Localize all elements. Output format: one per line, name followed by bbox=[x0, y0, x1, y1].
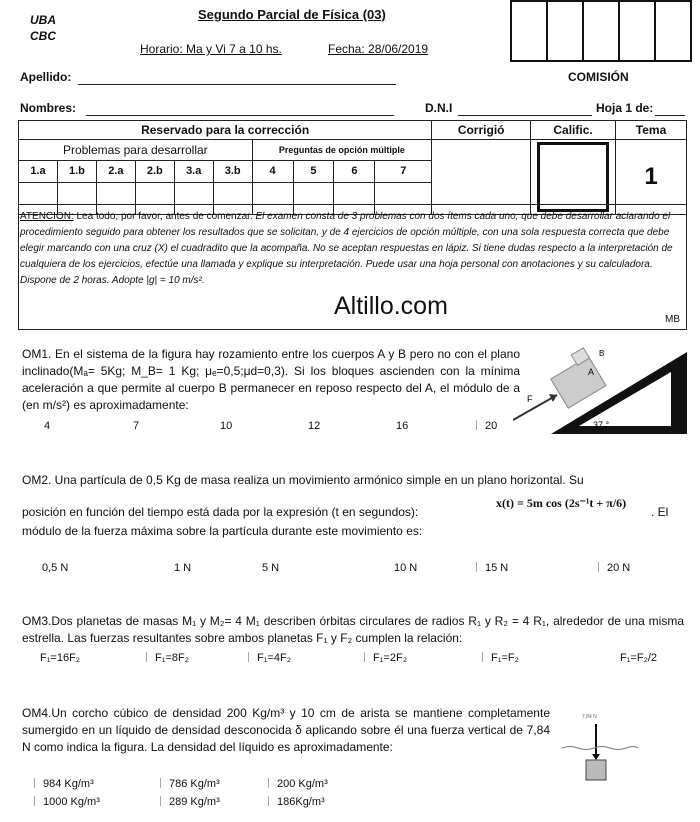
om4-option[interactable]: 786 Kg/m³ bbox=[160, 778, 220, 790]
exam-title: Segundo Parcial de Física (03) bbox=[198, 7, 386, 22]
watermark: Altillo.com bbox=[334, 292, 448, 320]
comision-label: COMISIÓN bbox=[568, 70, 629, 84]
institution-block bbox=[30, 12, 56, 44]
om1-option[interactable]: 12 bbox=[308, 420, 321, 432]
om4-text: OM4.Un corcho cúbico de densidad 200 Kg/m³ y 10 cm de arista se mantiene completamente sumergido en un líquido de densidad desconocida δ aplicando sobre él una fuerza vertical de 7,84 N como indica la figura. La densidad del líquido es aproximadamente: bbox=[22, 706, 550, 754]
om2-option[interactable]: 15 N bbox=[476, 562, 508, 574]
apellido-field[interactable] bbox=[78, 84, 396, 85]
calific-header: Calific. bbox=[531, 121, 616, 140]
om2-option[interactable]: 1 N bbox=[174, 562, 192, 574]
reserved-header: Reservado para la corrección bbox=[19, 121, 432, 140]
om2-text2: posición en función del tiempo está dada por la expresión (t en segundos): bbox=[22, 505, 419, 519]
notice-lead: Lea todo, por favor, antes de comenzar. bbox=[73, 211, 256, 222]
id-box[interactable] bbox=[618, 0, 656, 62]
om3-option[interactable]: F₁=16F₂ bbox=[40, 652, 81, 664]
col-2a: 2.a bbox=[96, 160, 135, 182]
tema-number: 1 bbox=[616, 140, 687, 215]
om2-option[interactable]: 0,5 N bbox=[42, 562, 69, 574]
dni-field[interactable] bbox=[458, 115, 592, 116]
dni-label: D.N.I bbox=[425, 101, 453, 115]
tema-header: Tema bbox=[616, 121, 687, 140]
om3-option[interactable]: F₁=F₂/2 bbox=[620, 652, 658, 664]
om1-option[interactable]: 16 bbox=[396, 420, 409, 432]
nombres-label: Nombres: bbox=[20, 101, 77, 115]
om2-formula: x(t) = 5m cos (2s⁻¹t + π/6) bbox=[496, 496, 627, 510]
corrigio-header: Corrigió bbox=[432, 121, 531, 140]
uba-label: UBA bbox=[30, 13, 56, 27]
id-box[interactable] bbox=[582, 0, 620, 62]
hoja-field[interactable] bbox=[655, 115, 685, 116]
om3-option[interactable]: F₁=8F₂ bbox=[146, 652, 189, 664]
om4-option[interactable]: 186Kg/m³ bbox=[268, 796, 325, 808]
om1-option[interactable]: 7 bbox=[133, 420, 140, 432]
om2-text3: módulo de la fuerza máxima sobre la partícula durante este movimiento es: bbox=[22, 524, 423, 538]
notice-label: ATENCION: bbox=[20, 211, 74, 222]
id-box[interactable] bbox=[546, 0, 584, 62]
exam-date: Fecha: 28/06/2019 bbox=[328, 42, 429, 56]
incline-figure bbox=[513, 340, 693, 440]
notice-text bbox=[20, 209, 686, 289]
angle-label: 37 ° bbox=[593, 420, 610, 430]
om4-option[interactable]: 1000 Kg/m³ bbox=[34, 796, 100, 808]
grade-box[interactable] bbox=[537, 142, 609, 212]
col-3a: 3.a bbox=[174, 160, 213, 182]
id-box[interactable] bbox=[510, 0, 548, 62]
om2-text1: OM2. Una partícula de 0,5 Kg de masa realiza un movimiento armónico simple en un plano horizontal. Su bbox=[22, 473, 584, 487]
grading-table bbox=[18, 120, 687, 215]
notice-body: El examen consta de 3 problemas con dos ítems cada uno, que debe desarrollar aclarando el procedimiento seguido para obtener los resultados que se solicitan, y de 4 ejercicios de opción múltiple, con una sola respuesta correcta que debe elegir marcando con una cruz (X) el cuadradito que la acompaña. No se aceptan respuestas en lápiz. Si tiene dudas respecto a la interpretación de cualquiera de los ejercicios, efectúe una llamada y explique su interpretación. Puede usar una hoja personal con anotaciones y su calculadora. Dispone de 2 horas. Adopte |g| = 10 m/s². bbox=[20, 211, 673, 286]
id-box[interactable] bbox=[654, 0, 692, 62]
om4-option[interactable]: 200 Kg/m³ bbox=[268, 778, 328, 790]
mc-header: Preguntas de opción múltiple bbox=[252, 140, 432, 161]
om4-option[interactable]: 984 Kg/m³ bbox=[34, 778, 94, 790]
om2-option[interactable]: 5 N bbox=[262, 562, 280, 574]
block-a-label: A bbox=[588, 367, 595, 377]
hoja-label: Hoja 1 de: bbox=[596, 101, 654, 115]
col-1b: 1.b bbox=[57, 160, 96, 182]
problems-header: Problemas para desarrollar bbox=[19, 140, 253, 161]
om1-text: OM1. En el sistema de la figura hay rozamiento entre los cuerpos A y B pero no con el plano inclinado(Mₐ= 5Kg; M_B= 1 Kg; μₑ=0,5;μd=0,3). Si los bloques ascienden con la mínima aceleración a que permite al cuerpo B permanecer en reposo respecto del A, el módulo de a (en m/s²) es aproximadamente: bbox=[22, 347, 520, 412]
nombres-field[interactable] bbox=[86, 115, 394, 116]
cork-figure bbox=[560, 708, 640, 790]
om1-option[interactable]: 20 bbox=[476, 420, 497, 432]
apellido-label: Apellido: bbox=[20, 70, 72, 84]
block-b-label: B bbox=[599, 349, 605, 358]
om3-option[interactable]: F₁=F₂ bbox=[482, 652, 519, 664]
col-3b: 3.b bbox=[213, 160, 252, 182]
col-2b: 2.b bbox=[135, 160, 174, 182]
id-boxes bbox=[512, 0, 692, 62]
force-label-om4: 7,84 N bbox=[582, 714, 597, 720]
om1-option[interactable]: 10 bbox=[220, 420, 233, 432]
col-7: 7 bbox=[375, 160, 432, 182]
om3-text: OM3.Dos planetas de masas M₁ y M₂= 4 M₁ describen órbitas circulares de radios R₁ y R₂ = 4 R₁, alrededor de una misma estrella. Las fuerzas resultantes sobre ambos planetas F₁ y F₂ cumplen la relación: bbox=[22, 614, 684, 645]
om2-text2b: . El bbox=[651, 505, 669, 519]
col-5: 5 bbox=[293, 160, 334, 182]
om3-option[interactable]: F₁=4F₂ bbox=[248, 652, 291, 664]
col-1a: 1.a bbox=[19, 160, 58, 182]
om3-option[interactable]: F₁=2F₂ bbox=[364, 652, 407, 664]
cbc-label: CBC bbox=[30, 29, 56, 43]
om2-option[interactable]: 10 N bbox=[394, 562, 418, 574]
col-6: 6 bbox=[334, 160, 375, 182]
om2-option[interactable]: 20 N bbox=[598, 562, 630, 574]
col-4: 4 bbox=[252, 160, 293, 182]
exam-schedule: Horario: Ma y Vi 7 a 10 hs. bbox=[140, 42, 282, 56]
force-label: F bbox=[527, 394, 533, 404]
om4-option[interactable]: 289 Kg/m³ bbox=[160, 796, 220, 808]
om1-option[interactable]: 4 bbox=[44, 420, 51, 432]
initials: MB bbox=[665, 314, 680, 325]
